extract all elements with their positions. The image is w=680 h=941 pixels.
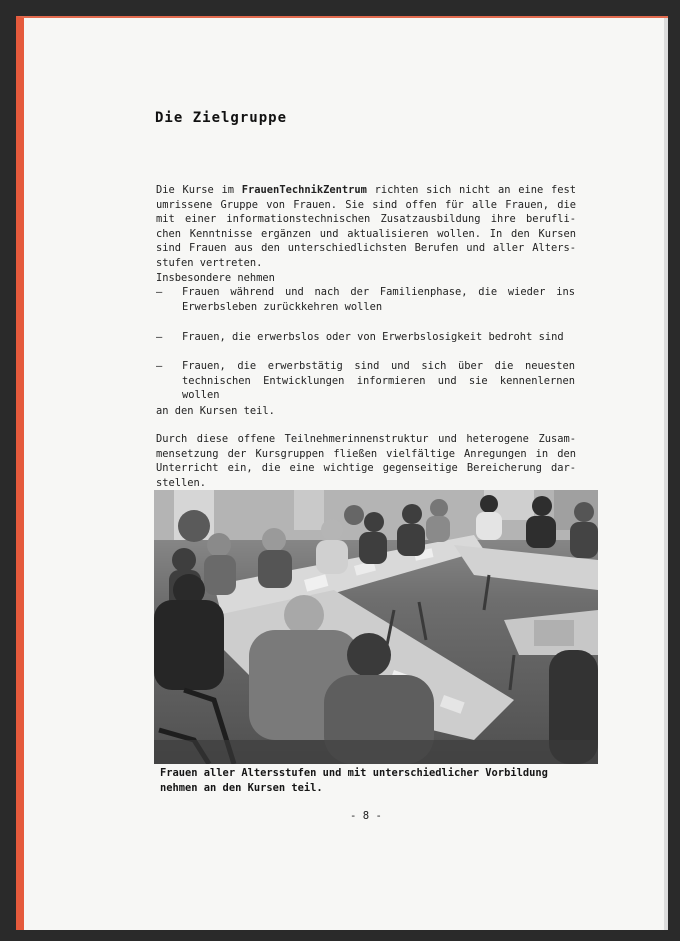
intro-line-5: sind Frauen aus den unterschiedlichsten Berufen und aller Alters- <box>156 242 576 255</box>
para2-line-1: Durch diese offene Teilnehmerinnenstruktur und heterogene Zusam- <box>156 433 576 445</box>
intro-line-4: chen Kenntnisse ergänzen und aktualisieren wollen. In den Kursen <box>156 227 576 240</box>
intro-line-1-post: richten sich nicht an eine fest <box>366 184 576 196</box>
intro-paragraph <box>156 183 576 285</box>
intro-line-1-pre: Die Kurse im <box>156 184 242 196</box>
structure-paragraph <box>156 432 576 490</box>
list-item-3-line-3: wollen <box>182 389 220 402</box>
photo-caption-line-2: nehmen an den Kursen teil. <box>160 782 323 794</box>
list-item-3-line-1: Frauen, die erwerbstätig sind und sich über die neuesten <box>182 360 575 372</box>
classroom-photo <box>154 490 598 764</box>
list-item-2-line-1: Frauen, die erwerbslos oder von Erwerbslosigkeit bedroht sind <box>182 331 564 343</box>
intro-line-6: stufen vertreten. <box>156 256 263 269</box>
list-item-1-line-1: Frauen während und nach der Familienphase, die wieder ins <box>182 286 575 298</box>
classroom-photo-drawing <box>154 490 598 764</box>
page-number: - 8 - <box>350 810 382 822</box>
intro-line-3: mit einer informationstechnischen Zusatzausbildung ihre berufli- <box>156 213 576 226</box>
photo-caption-line-1: Frauen aller Altersstufen und mit unterschiedlicher Vorbildung <box>160 767 548 779</box>
list-closing: an den Kursen teil. <box>156 405 275 417</box>
list-item-3 <box>182 359 575 403</box>
para2-line-3: Unterricht ein, die eine wichtige gegenseitige Bereicherung dar- <box>156 462 576 475</box>
list-item-2 <box>182 330 582 345</box>
intro-line-2: umrissene Gruppe von Frauen. Sie sind offen für alle Frauen, die <box>156 198 576 211</box>
list-item-1 <box>182 285 575 314</box>
list-dash-2: — <box>156 331 163 343</box>
page-edge <box>664 18 668 930</box>
document-page <box>16 16 668 930</box>
list-item-3-line-2: technischen Entwicklungen informieren und sie kennenlernen <box>182 374 575 387</box>
intro-line-1 <box>156 183 576 198</box>
intro-line-7: Insbesondere nehmen <box>156 271 275 284</box>
list-dash-1: — <box>156 286 163 298</box>
para2-line-2: mensetzung der Kursgruppen fließen vielfältige Anregungen in den <box>156 447 576 460</box>
brand-name: FrauenTechnikZentrum <box>241 184 367 196</box>
photo-caption <box>160 766 548 796</box>
para2-line-4: stellen. <box>156 476 207 489</box>
list-item-1-line-2: Erwerbsleben zurückkehren wollen <box>182 300 383 313</box>
list-dash-3: — <box>156 360 163 372</box>
page-heading: Die Zielgruppe <box>155 110 288 126</box>
